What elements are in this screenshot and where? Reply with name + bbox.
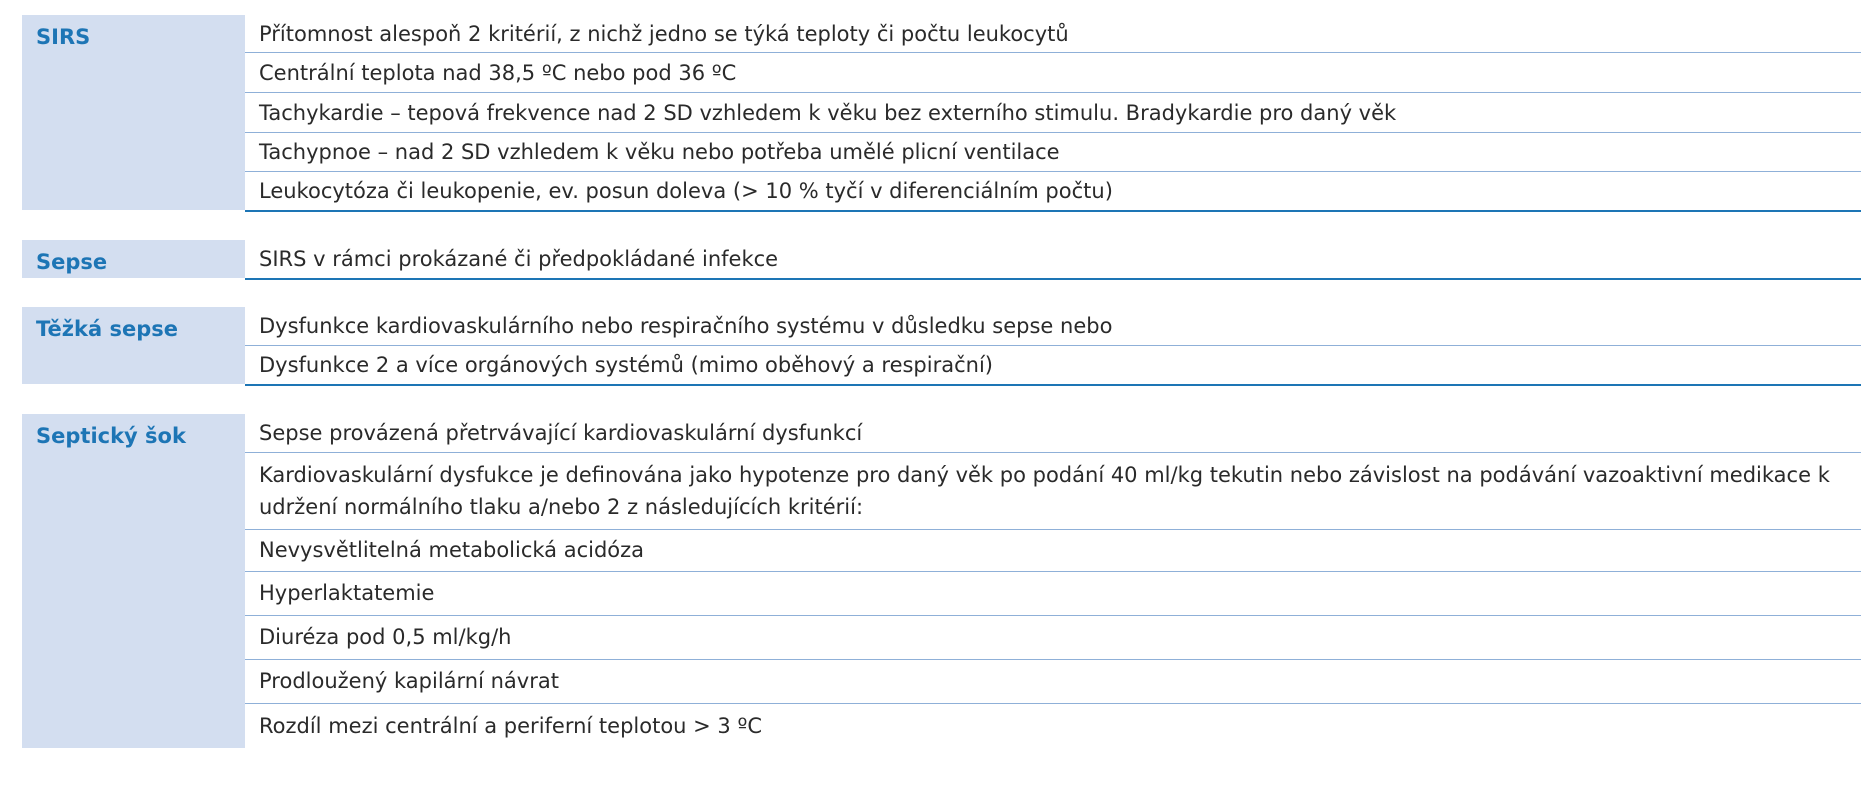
table-row: Dysfunkce kardiovaskulárního nebo respiračního systému v důsledku sepse nebo	[245, 307, 1861, 346]
table-row: Přítomnost alespoň 2 kritérií, z nichž jedno se týká teploty či počtu leukocytů	[245, 15, 1861, 53]
table-row: SIRS v rámci prokázané či předpokládané infekce	[245, 240, 1861, 280]
table-row: Tachypnoe – nad 2 SD vzhledem k věku nebo potřeba umělé plicní ventilace	[245, 133, 1861, 172]
table-row: Tachykardie – tepová frekvence nad 2 SD vzhledem k věku bez externího stimulu. Bradykardie pro daný věk	[245, 93, 1861, 133]
group-label-sirs: SIRS	[22, 15, 245, 212]
group-label-septicky-sok: Septický šok	[22, 414, 245, 748]
table-row: Diuréza pod 0,5 ml/kg/h	[245, 616, 1861, 660]
table-row: Kardiovaskulární dysfukce je definována jako hypotenze pro daný věk po podání 40 ml/kg tekutin nebo závislost na podávání vazoaktivní medikace k udržení normálního tlaku a/nebo 2 z následujících kritérií:	[245, 453, 1861, 530]
table-row: Dysfunkce 2 a více orgánových systémů (mimo oběhový a respirační)	[245, 346, 1861, 386]
table-row: Hyperlaktatemie	[245, 572, 1861, 616]
table-row: Sepse provázená přetrvávající kardiovaskulární dysfunkcí	[245, 414, 1861, 453]
group-items-septicky-sok	[245, 414, 1861, 748]
table-row: Centrální teplota nad 38,5 ºC nebo pod 36 ºC	[245, 53, 1861, 93]
table-row: Prodloužený kapilární návrat	[245, 660, 1861, 704]
group-label-sepse: Sepse	[22, 240, 245, 280]
criteria-table	[22, 15, 1861, 775]
table-row: Rozdíl mezi centrální a periferní teplotou > 3 ºC	[259, 713, 763, 738]
group-items-tezka-sepse	[245, 307, 1861, 386]
group-items-sirs	[245, 15, 1861, 212]
group-label-tezka-sepse: Těžká sepse	[22, 307, 245, 386]
table-row: Nevysvětlitelná metabolická acidóza	[245, 530, 1861, 572]
group-items-sepse	[245, 240, 1861, 280]
table-row: Leukocytóza či leukopenie, ev. posun doleva (> 10 % tyčí v diferenciálním počtu)	[245, 172, 1861, 212]
